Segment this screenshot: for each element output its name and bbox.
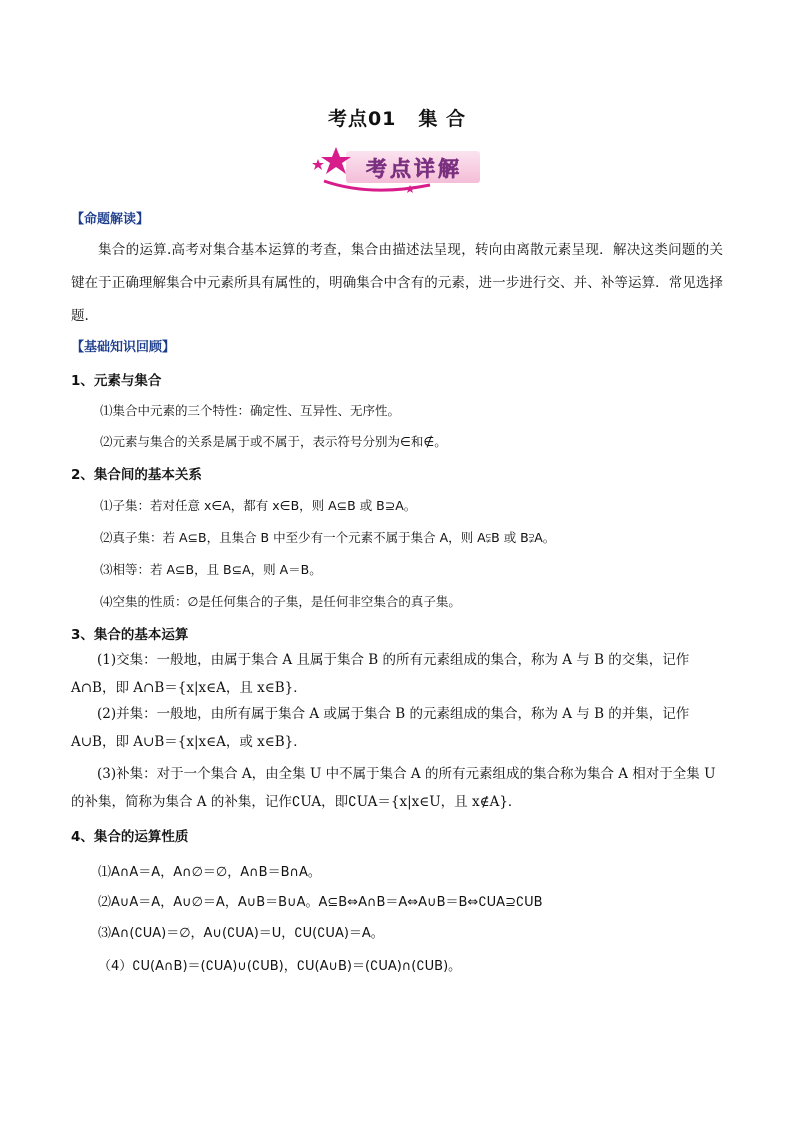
banner-text: 考点详解 [366,157,462,181]
small-star-icon [312,159,324,170]
page-title [0,104,794,131]
list-item: ⑴A∩A＝A，A∩∅＝∅，A∩B＝B∩A。 [98,865,321,880]
section-label-interpret: 【命题解读】 [71,212,150,227]
heading-set-relations: 2、集合间的基本关系 [71,467,202,483]
list-item: ⑶A∩(∁UA)＝∅，A∪(∁UA)＝U，∁U(∁UA)＝A。 [98,926,384,941]
title-part-2: 集 合 [418,108,467,130]
list-item: ⑵元素与集合的关系是属于或不属于，表示符号分别为∈和∉。 [100,434,447,449]
list-item: ⑷空集的性质：∅是任何集合的子集，是任何非空集合的真子集。 [100,594,461,609]
list-item: ⑴集合中元素的三个特性：确定性、互异性、无序性。 [100,403,401,418]
list-item: ⑵A∪A＝A，A∪∅＝A，A∪B＝B∪A。A⊆B⇔A∩B＝A⇔A∪B＝B⇔∁UA⊇∁UB [98,895,543,910]
list-item: (2)并集：一般地，由所有属于集合 A 或属于集合 B 的元素组成的集合，称为 A 与 B 的并集，记作 A∪B，即 A∪B＝{x|x∈A，或 x∈B}． [71,706,690,750]
list-item: (3)补集：对于一个集合 A，由全集 U 中不属于集合 A 的所有元素组成的集合称为集合 A 相对于全集 U 的补集，简称为集合 A 的补集，记作∁UA，即∁UA＝{x|x∈U，且 x∉A}． [71,766,716,810]
heading-set-operations: 3、集合的基本运算 [71,627,189,643]
heading-elements-and-sets: 1、元素与集合 [71,373,162,389]
section-label-review: 【基础知识回顾】 [71,340,176,355]
title-part-1: 考点01 [327,108,397,130]
list-item: ⑶相等：若 A⊆B，且 B⊆A，则 A＝B。 [100,562,322,577]
list-item: ⑵真子集：若 A⊆B，且集合 B 中至少有一个元素不属于集合 A，则 A⫋B 或 B⫌A。 [100,530,556,545]
heading-operation-properties: 4、集合的运算性质 [71,829,189,845]
list-item: (1)交集：一般地，由属于集合 A 且属于集合 B 的所有元素组成的集合，称为 A 与 B 的交集，记作 A∩B，即 A∩B＝{x|x∈A，且 x∈B}． [71,652,690,696]
banner-graphic [310,145,482,193]
interpret-paragraph: 集合的运算.高考对集合基本运算的考查，集合由描述法呈现，转向由离散元素呈现．解决这类问题的关键在于正确理解集合中元素所具有属性的，明确集合中含有的元素，进一步进行交、并、补等运算．常见选择题. [71,242,723,324]
list-item: （4）∁U(A∩B)＝(∁UA)∪(∁UB)，∁U(A∪B)＝(∁UA)∩(∁UB)。 [98,959,462,974]
list-item: ⑴子集：若对任意 x∈A，都有 x∈B，则 A⊆B 或 B⊇A。 [100,498,417,513]
tiny-star-icon [405,185,415,193]
